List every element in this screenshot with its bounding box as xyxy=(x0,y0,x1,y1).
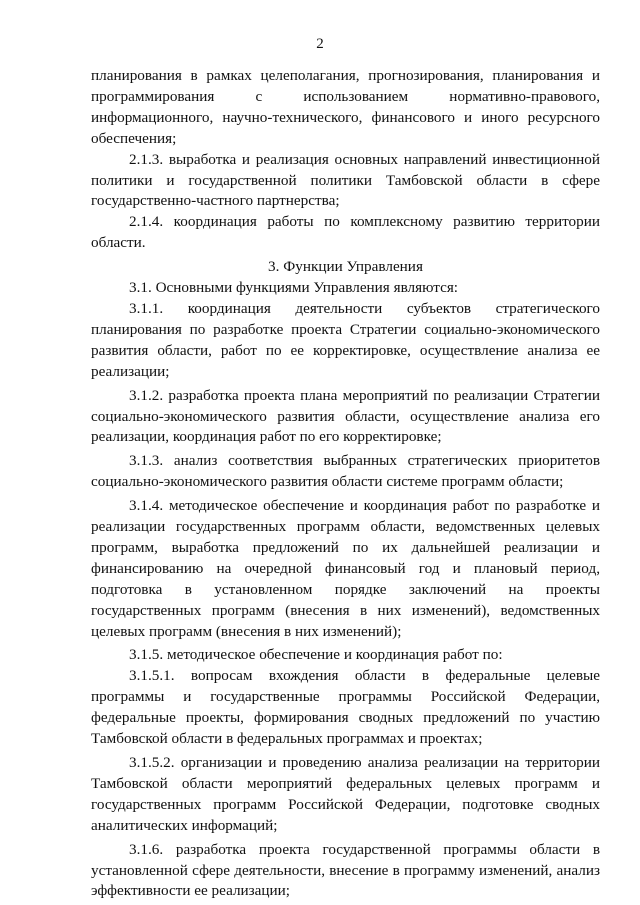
paragraph-3-1-4: 3.1.4. методическое обеспечение и координация работ по разработке и реализации государственных программ области, ведомственных целевых программ, выработка предложений по их дальнейшей реализации и финансированию на очередной финансовый год и плановый период, подготовка в установленном порядке заключений на проекты государственных программ (внесения в них изменений), ведомственных целевых программ (внесения в них изменений); xyxy=(91,497,600,640)
page-number: 2 xyxy=(316,36,324,52)
paragraph-3-1-1: 3.1.1. координация деятельности субъектов стратегического планирования по разработке проекта Стратегии социально-экономического развития области, работ по ее корректировке, осуществление анализа ее реализации; xyxy=(91,299,600,380)
paragraph-continuation: планирования в рамках целеполагания, прогнозирования, планирования и программирования с использованием нормативно-правового, информационного, научно-технического, финансового и иного ресурсного обеспечения; xyxy=(91,67,600,147)
section-heading: 3. Функции Управления xyxy=(268,258,423,276)
paragraph-3-1-6: 3.1.6. разработка проекта государственной программы области в установленной сфере деятельности, внесение в программу изменений, анализ эффективности ее реализации; xyxy=(91,840,600,900)
paragraph-2-1-4: 2.1.4. координация работы по комплексному развитию территории области. xyxy=(91,213,600,252)
paragraph-3-1-5-2: 3.1.5.2. организации и проведению анализа реализации на территории Тамбовской области мероприятий федеральных целевых программ и государственных программ Российской Федерации, подготовке сводных аналитических информаций; xyxy=(91,754,600,834)
paragraph-3-1-2: 3.1.2. разработка проекта плана мероприятий по реализации Стратегии социально-экономического развития области, осуществление анализа его реализации, координация работ по его корректировке; xyxy=(91,386,600,446)
document-body xyxy=(91,66,600,902)
paragraph-2-1-3: 2.1.3. выработка и реализация основных направлений инвестиционной политики и государственной политики Тамбовской области в сфере государственно-частного партнерства; xyxy=(91,150,600,210)
paragraph-3-1-5-1: 3.1.5.1. вопросам вхождения области в федеральные целевые программы и государственные программы Российской Федерации, федеральные проекты, формирования сводных предложений по участию Тамбовской области в федеральных программах и проектах; xyxy=(91,667,600,748)
paragraph-3-1: 3.1. Основными функциями Управления являются: xyxy=(129,279,459,297)
paragraph-3-1-5: 3.1.5. методическое обеспечение и координация работ по: xyxy=(129,646,503,664)
paragraph-3-1-3: 3.1.3. анализ соответствия выбранных стратегических приоритетов социально-экономического развития области системе программ области; xyxy=(91,452,600,491)
